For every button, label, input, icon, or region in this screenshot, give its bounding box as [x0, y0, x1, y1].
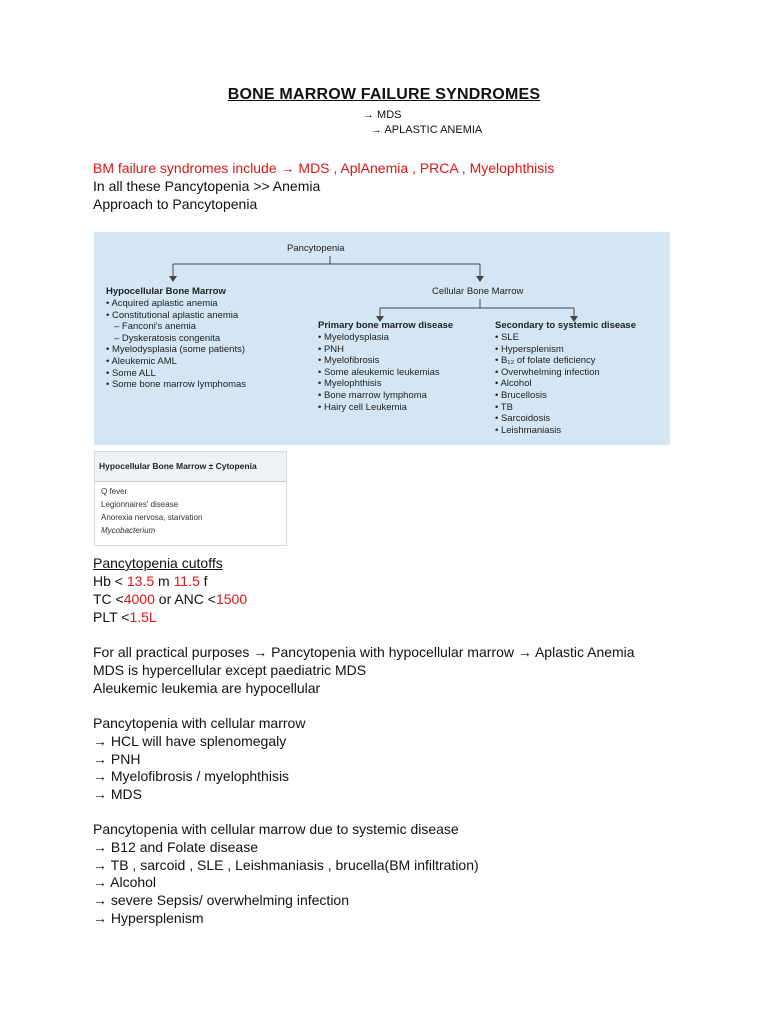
- tc-value: 4000: [123, 591, 155, 607]
- intro-line-3: Approach to Pancytopenia: [93, 196, 258, 212]
- tc-prefix: TC <: [93, 591, 124, 607]
- systemic-heading: Pancytopenia with cellular marrow due to systemic disease: [93, 821, 459, 837]
- list-item: • Constitutional aplastic anemia: [106, 309, 239, 321]
- list-item: → MDS: [93, 786, 142, 802]
- hb-prefix: Hb <: [93, 573, 127, 589]
- hypocellular-list: [106, 298, 246, 391]
- list-item: → PNH: [93, 751, 141, 767]
- table-row: Mycobacterium: [101, 526, 156, 535]
- list-item: → Myelofibrosis / myelophthisis: [93, 768, 290, 784]
- secondary-disease-heading: Secondary to systemic disease: [495, 320, 636, 331]
- list-item: • Hairy cell Leukemia: [318, 401, 407, 413]
- list-item: • Leishmaniasis: [495, 424, 562, 436]
- list-item: • B₁₂ of folate deficiency: [495, 355, 596, 367]
- subtitle-line-aplastic: → APLASTIC ANEMIA: [371, 124, 483, 136]
- list-item: • SLE: [495, 332, 519, 343]
- intro-line-2: In all these Pancytopenia >> Anemia: [93, 178, 321, 194]
- note-line: For all practical purposes → Pancytopenia with hypocellular marrow → Aplastic Anemia: [93, 644, 635, 660]
- table-header: [95, 452, 286, 482]
- primary-disease-heading: Primary bone marrow disease: [318, 320, 454, 331]
- list-item: • Sarcoidosis: [495, 413, 551, 425]
- subtitle-line-mds: → MDS: [363, 109, 402, 121]
- note-line: MDS is hypercellular except paediatric MDS: [93, 662, 367, 678]
- list-item: • Some ALL: [106, 367, 156, 379]
- hypocellular-cytopenia-table: [94, 451, 287, 546]
- cutoffs-heading: Pancytopenia cutoffs: [93, 555, 223, 571]
- cellular-marrow-heading: Pancytopenia with cellular marrow: [93, 715, 306, 731]
- plt-value: 1.5L: [129, 609, 157, 625]
- anc-label: or ANC <: [154, 591, 216, 607]
- table-row: Anorexia nervosa, starvation: [101, 513, 203, 522]
- list-item: → Alcohol: [93, 874, 157, 890]
- list-item: → HCL will have splenomegaly: [93, 733, 287, 749]
- list-item: • Some aleukemic leukemias: [318, 366, 440, 378]
- list-item: • Myelodysplasia (some patients): [106, 344, 246, 356]
- secondary-disease-list: [495, 332, 600, 436]
- list-item: • Bone marrow lymphoma: [318, 389, 427, 401]
- primary-disease-list: [318, 332, 440, 413]
- list-item: • Myelodysplasia: [318, 332, 389, 343]
- cellular-node: Cellular Bone Marrow: [432, 286, 524, 297]
- list-item: → Hypersplenism: [93, 910, 204, 926]
- hb-male-value: 13.5: [126, 573, 155, 589]
- list-item: – Fanconi's anemia: [114, 321, 197, 333]
- hb-cutoff-line: [93, 573, 208, 589]
- hb-female-label: f: [199, 573, 208, 589]
- list-item: • Myelophthisis: [318, 378, 382, 390]
- list-item: • Acquired aplastic anemia: [106, 298, 218, 309]
- plt-prefix: PLT <: [93, 609, 130, 625]
- list-item: → B12 and Folate disease: [93, 839, 258, 855]
- list-item: • TB: [495, 401, 513, 413]
- page-title: BONE MARROW FAILURE SYNDROMES: [227, 86, 541, 103]
- table-row: Legionnaires' disease: [101, 500, 179, 509]
- list-item: • Alcohol: [495, 378, 532, 390]
- hb-female-value: 11.5: [173, 573, 200, 589]
- intro-red-line: BM failure syndromes include → MDS , AplAnemia , PRCA , Myelophthisis: [93, 160, 555, 176]
- list-item: • Some bone marrow lymphomas: [106, 379, 247, 391]
- table-row: Q fever: [101, 487, 128, 496]
- list-item: • Aleukemic AML: [106, 355, 177, 367]
- anc-value: 1500: [215, 591, 248, 607]
- note-line: Aleukemic leukemia are hypocellular: [93, 680, 321, 696]
- list-item: • PNH: [318, 343, 345, 355]
- list-item: • Overwhelming infection: [495, 366, 600, 378]
- hb-male-label: m: [154, 573, 174, 589]
- list-item: • Brucellosis: [495, 389, 547, 401]
- tc-cutoff-line: [93, 591, 247, 607]
- list-item: • Hypersplenism: [495, 343, 564, 355]
- list-item: – Dyskeratosis congenita: [114, 332, 221, 344]
- list-item: → severe Sepsis/ overwhelming infection: [93, 892, 350, 908]
- plt-cutoff-line: [93, 609, 157, 625]
- list-item: • Myelofibrosis: [318, 355, 380, 367]
- flowchart-root-node: Pancytopenia: [287, 243, 345, 254]
- hypocellular-heading: Hypocellular Bone Marrow: [106, 286, 226, 297]
- pancytopenia-flowchart: [94, 232, 670, 445]
- list-item: → TB , sarcoid , SLE , Leishmaniasis , brucella(BM infiltration): [93, 857, 479, 873]
- table-heading: Hypocellular Bone Marrow ± Cytopenia: [99, 461, 257, 471]
